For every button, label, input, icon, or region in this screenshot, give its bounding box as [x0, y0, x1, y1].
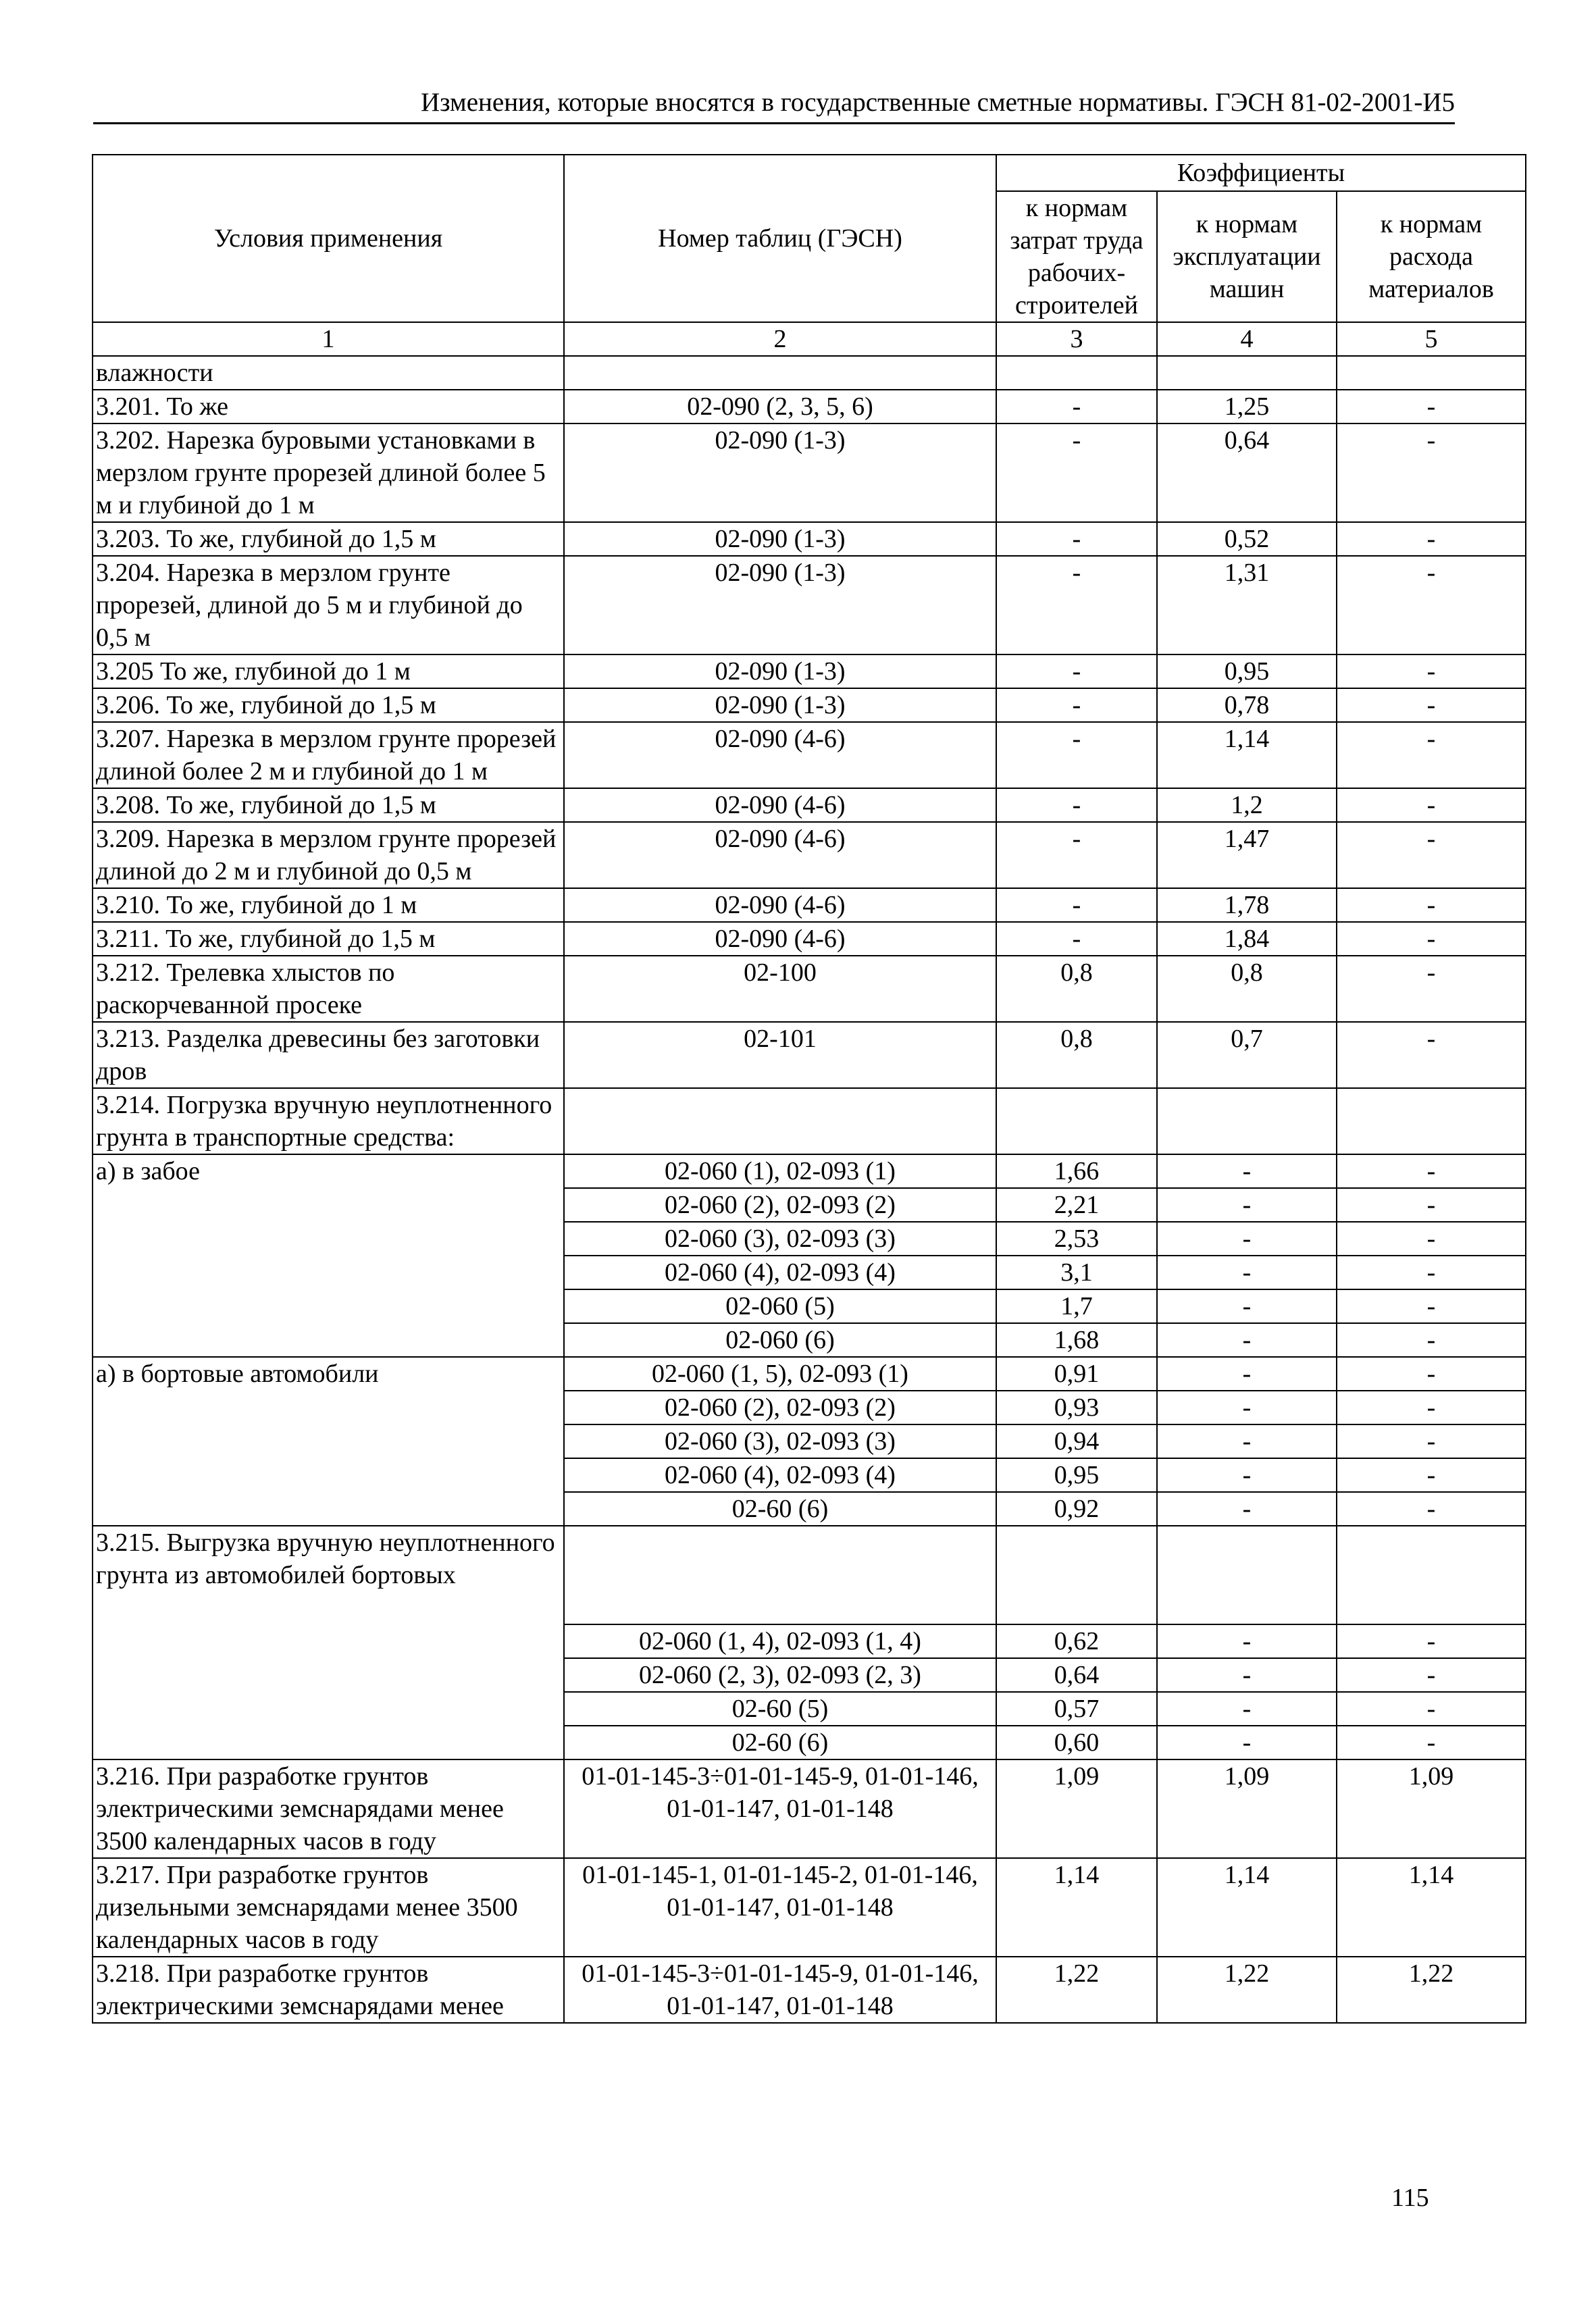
table-row	[93, 423, 1526, 522]
machines-cell: 1,14	[1157, 1858, 1337, 1957]
machines-cell: 1,47	[1157, 822, 1337, 888]
table-row	[93, 1154, 1526, 1188]
table-number-cell: 02-060 (2), 02-093 (2)	[564, 1188, 996, 1222]
machines-cell: -	[1157, 1624, 1337, 1658]
labor-cell: 1,14	[996, 1858, 1157, 1957]
materials-cell	[1337, 1526, 1526, 1624]
materials-cell: -	[1337, 922, 1526, 956]
materials-cell: -	[1337, 1188, 1526, 1222]
page-number: 115	[1391, 2184, 1429, 2212]
table-number-cell: 02-060 (2, 3), 02-093 (2, 3)	[564, 1658, 996, 1692]
col-number: 2	[564, 322, 996, 356]
machines-cell: 1,09	[1157, 1759, 1337, 1858]
labor-cell: 1,09	[996, 1759, 1157, 1858]
col-coefficients-header: Коэффициенты	[996, 155, 1526, 191]
condition-cell: 3.208. То же, глубиной до 1,5 м	[93, 788, 564, 822]
table-number-cell: 02-060 (3), 02-093 (3)	[564, 1424, 996, 1458]
col-number: 3	[996, 322, 1157, 356]
group-label-unload: 3.215. Выгрузка вручную неуплотненного грунта из автомобилей бортовых	[93, 1526, 564, 1759]
labor-cell: -	[996, 390, 1157, 423]
condition-cell: 3.201. То же	[93, 390, 564, 423]
table-row	[93, 1357, 1526, 1391]
machines-cell: 1,31	[1157, 556, 1337, 654]
materials-cell: -	[1337, 1222, 1526, 1256]
machines-cell: -	[1157, 1357, 1337, 1391]
labor-cell: -	[996, 888, 1157, 922]
table-row	[93, 556, 1526, 654]
machines-cell: -	[1157, 1726, 1337, 1759]
machines-cell: -	[1157, 1323, 1337, 1357]
col-condition-header: Условия применения	[93, 155, 564, 322]
table-number-cell: 02-060 (6)	[564, 1323, 996, 1357]
labor-cell: -	[996, 922, 1157, 956]
table-number-cell	[564, 1526, 996, 1624]
labor-cell	[996, 1526, 1157, 1624]
materials-cell: -	[1337, 1692, 1526, 1726]
materials-cell	[1337, 356, 1526, 390]
table-number-cell: 01-01-145-3÷01-01-145-9, 01-01-146, 01-01-147, 01-01-148	[564, 1759, 996, 1858]
machines-cell: 0,64	[1157, 423, 1337, 522]
table-number-cell: 02-060 (1, 5), 02-093 (1)	[564, 1357, 996, 1391]
table-number-cell: 01-01-145-1, 01-01-145-2, 01-01-146, 01-01-147, 01-01-148	[564, 1858, 996, 1957]
table-number-cell: 02-060 (3), 02-093 (3)	[564, 1222, 996, 1256]
condition-cell: 3.202. Нарезка буровыми установками в мерзлом грунте прорезей длиной более 5 м и глубиной до 1 м	[93, 423, 564, 522]
labor-cell: 0,8	[996, 956, 1157, 1022]
condition-cell: 3.217. При разработке грунтов дизельными земснарядами менее 3500 календарных часов в году	[93, 1858, 564, 1957]
table-row	[93, 922, 1526, 956]
machines-cell: -	[1157, 1458, 1337, 1492]
materials-cell: -	[1337, 556, 1526, 654]
col-materials-header: к нормам расхода материалов	[1337, 191, 1526, 322]
table-row	[93, 390, 1526, 423]
table-number-cell: 02-090 (4-6)	[564, 788, 996, 822]
machines-cell: -	[1157, 1256, 1337, 1289]
materials-cell: -	[1337, 956, 1526, 1022]
labor-cell: -	[996, 688, 1157, 722]
table-row	[93, 788, 1526, 822]
machines-cell: 1,22	[1157, 1957, 1337, 2023]
materials-cell	[1337, 1088, 1526, 1154]
materials-cell: -	[1337, 1658, 1526, 1692]
labor-cell: 2,21	[996, 1188, 1157, 1222]
table-row	[93, 654, 1526, 688]
machines-cell: 1,84	[1157, 922, 1337, 956]
machines-cell	[1157, 1088, 1337, 1154]
table-row	[93, 356, 1526, 390]
col-number: 1	[93, 322, 564, 356]
labor-cell: -	[996, 788, 1157, 822]
table-number-cell: 02-60 (5)	[564, 1692, 996, 1726]
table-row	[93, 1526, 1526, 1624]
materials-cell: -	[1337, 822, 1526, 888]
table-number-cell: 02-60 (6)	[564, 1492, 996, 1526]
labor-cell	[996, 356, 1157, 390]
table-number-cell: 02-060 (1, 4), 02-093 (1, 4)	[564, 1624, 996, 1658]
condition-cell: влажности	[93, 356, 564, 390]
materials-cell: -	[1337, 722, 1526, 788]
materials-cell: -	[1337, 423, 1526, 522]
machines-cell: 0,95	[1157, 654, 1337, 688]
table-number-cell: 02-090 (1-3)	[564, 522, 996, 556]
table-number-cell	[564, 356, 996, 390]
condition-cell: 3.206. То же, глубиной до 1,5 м	[93, 688, 564, 722]
table-number-cell: 02-060 (4), 02-093 (4)	[564, 1458, 996, 1492]
table-number-cell: 02-100	[564, 956, 996, 1022]
labor-cell: -	[996, 654, 1157, 688]
table-number-cell: 02-101	[564, 1022, 996, 1088]
labor-cell: 0,8	[996, 1022, 1157, 1088]
materials-cell: -	[1337, 1357, 1526, 1391]
machines-cell: -	[1157, 1154, 1337, 1188]
table-row	[93, 888, 1526, 922]
col-table-number-header: Номер таблиц (ГЭСН)	[564, 155, 996, 322]
materials-cell: -	[1337, 390, 1526, 423]
labor-cell: 0,57	[996, 1692, 1157, 1726]
labor-cell: 0,60	[996, 1726, 1157, 1759]
table-number-cell: 02-090 (4-6)	[564, 822, 996, 888]
materials-cell: -	[1337, 1458, 1526, 1492]
table-number-cell: 02-060 (5)	[564, 1289, 996, 1323]
labor-cell: 1,22	[996, 1957, 1157, 2023]
group-label-bort: а) в бортовые автомобили	[93, 1357, 564, 1526]
materials-cell: -	[1337, 688, 1526, 722]
col-machines-header: к нормам эксплуатации машин	[1157, 191, 1337, 322]
table-number-cell: 02-060 (4), 02-093 (4)	[564, 1256, 996, 1289]
labor-cell: 0,93	[996, 1391, 1157, 1424]
table-number-cell: 02-060 (1), 02-093 (1)	[564, 1154, 996, 1188]
table-row	[93, 1858, 1526, 1957]
table-row	[93, 1022, 1526, 1088]
condition-cell: 3.212. Трелевка хлыстов по раскорчеванной просеке	[93, 956, 564, 1022]
table-number-cell: 02-090 (4-6)	[564, 922, 996, 956]
col-number: 4	[1157, 322, 1337, 356]
condition-cell: 3.204. Нарезка в мерзлом грунте прорезей, длиной до 5 м и глубиной до 0,5 м	[93, 556, 564, 654]
table-number-cell: 02-090 (1-3)	[564, 654, 996, 688]
condition-cell: 3.209. Нарезка в мерзлом грунте прорезей длиной до 2 м и глубиной до 0,5 м	[93, 822, 564, 888]
materials-cell: 1,22	[1337, 1957, 1526, 2023]
condition-cell: 3.203. То же, глубиной до 1,5 м	[93, 522, 564, 556]
labor-cell: -	[996, 822, 1157, 888]
materials-cell: -	[1337, 1492, 1526, 1526]
machines-cell: 1,25	[1157, 390, 1337, 423]
page-header: Изменения, которые вносятся в государственные сметные нормативы. ГЭСН 81-02-2001-И5	[421, 88, 1455, 117]
labor-cell: 1,68	[996, 1323, 1157, 1357]
machines-cell: 1,78	[1157, 888, 1337, 922]
materials-cell: -	[1337, 1424, 1526, 1458]
col-labor-header: к нормам затрат труда рабочих-строителей	[996, 191, 1157, 322]
table-number-cell: 02-60 (6)	[564, 1726, 996, 1759]
machines-cell: 1,2	[1157, 788, 1337, 822]
table-row	[93, 1088, 1526, 1154]
labor-cell: 2,53	[996, 1222, 1157, 1256]
condition-cell: 3.211. То же, глубиной до 1,5 м	[93, 922, 564, 956]
machines-cell	[1157, 1526, 1337, 1624]
labor-cell: -	[996, 722, 1157, 788]
table-number-cell: 02-060 (2), 02-093 (2)	[564, 1391, 996, 1424]
table-row	[93, 522, 1526, 556]
labor-cell: 1,7	[996, 1289, 1157, 1323]
table-number-cell: 02-090 (1-3)	[564, 688, 996, 722]
labor-cell: 0,62	[996, 1624, 1157, 1658]
labor-cell: 0,91	[996, 1357, 1157, 1391]
condition-cell: 3.210. То же, глубиной до 1 м	[93, 888, 564, 922]
table-row	[93, 1759, 1526, 1858]
condition-cell: 3.207. Нарезка в мерзлом грунте прорезей длиной более 2 м и глубиной до 1 м	[93, 722, 564, 788]
machines-cell	[1157, 356, 1337, 390]
materials-cell: -	[1337, 1289, 1526, 1323]
machines-cell: 1,14	[1157, 722, 1337, 788]
machines-cell: -	[1157, 1658, 1337, 1692]
table-number-cell: 02-090 (1-3)	[564, 423, 996, 522]
machines-cell: 0,7	[1157, 1022, 1337, 1088]
coefficients-table	[92, 154, 1526, 2024]
materials-cell: -	[1337, 1391, 1526, 1424]
table-row	[93, 1957, 1526, 2023]
table-number-cell: 02-090 (1-3)	[564, 556, 996, 654]
machines-cell: -	[1157, 1692, 1337, 1726]
table-number-cell	[564, 1088, 996, 1154]
machines-cell: -	[1157, 1289, 1337, 1323]
machines-cell: -	[1157, 1188, 1337, 1222]
condition-cell: 3.218. При разработке грунтов электрическими земснарядами менее	[93, 1957, 564, 2023]
machines-cell: -	[1157, 1424, 1337, 1458]
materials-cell: 1,14	[1337, 1858, 1526, 1957]
col-number: 5	[1337, 322, 1526, 356]
materials-cell: -	[1337, 522, 1526, 556]
condition-cell: 3.214. Погрузка вручную неуплотненного грунта в транспортные средства:	[93, 1088, 564, 1154]
labor-cell	[996, 1088, 1157, 1154]
materials-cell: -	[1337, 1726, 1526, 1759]
machines-cell: -	[1157, 1492, 1337, 1526]
machines-cell: -	[1157, 1391, 1337, 1424]
labor-cell: 0,64	[996, 1658, 1157, 1692]
labor-cell: 1,66	[996, 1154, 1157, 1188]
materials-cell: -	[1337, 1323, 1526, 1357]
table-number-cell: 01-01-145-3÷01-01-145-9, 01-01-146, 01-01-147, 01-01-148	[564, 1957, 996, 2023]
labor-cell: 3,1	[996, 1256, 1157, 1289]
table-row	[93, 822, 1526, 888]
labor-cell: 0,92	[996, 1492, 1157, 1526]
materials-cell: -	[1337, 1624, 1526, 1658]
table-row	[93, 956, 1526, 1022]
table-number-cell: 02-090 (2, 3, 5, 6)	[564, 390, 996, 423]
table-number-cell: 02-090 (4-6)	[564, 722, 996, 788]
materials-cell: 1,09	[1337, 1759, 1526, 1858]
materials-cell: -	[1337, 1256, 1526, 1289]
table-row	[93, 688, 1526, 722]
machines-cell: 0,8	[1157, 956, 1337, 1022]
machines-cell: 0,78	[1157, 688, 1337, 722]
table-number-cell: 02-090 (4-6)	[564, 888, 996, 922]
labor-cell: -	[996, 556, 1157, 654]
table-row	[93, 722, 1526, 788]
condition-cell: 3.205 То же, глубиной до 1 м	[93, 654, 564, 688]
condition-cell: 3.213. Разделка древесины без заготовки дров	[93, 1022, 564, 1088]
labor-cell: 0,95	[996, 1458, 1157, 1492]
materials-cell: -	[1337, 1022, 1526, 1088]
header-rule	[93, 122, 1455, 124]
materials-cell: -	[1337, 788, 1526, 822]
labor-cell: -	[996, 423, 1157, 522]
condition-cell: 3.216. При разработке грунтов электрическими земснарядами менее 3500 календарных часов в году	[93, 1759, 564, 1858]
labor-cell: 0,94	[996, 1424, 1157, 1458]
machines-cell: 0,52	[1157, 522, 1337, 556]
materials-cell: -	[1337, 654, 1526, 688]
labor-cell: -	[996, 522, 1157, 556]
group-label-zaboi: а) в забое	[93, 1154, 564, 1357]
machines-cell: -	[1157, 1222, 1337, 1256]
materials-cell: -	[1337, 1154, 1526, 1188]
materials-cell: -	[1337, 888, 1526, 922]
